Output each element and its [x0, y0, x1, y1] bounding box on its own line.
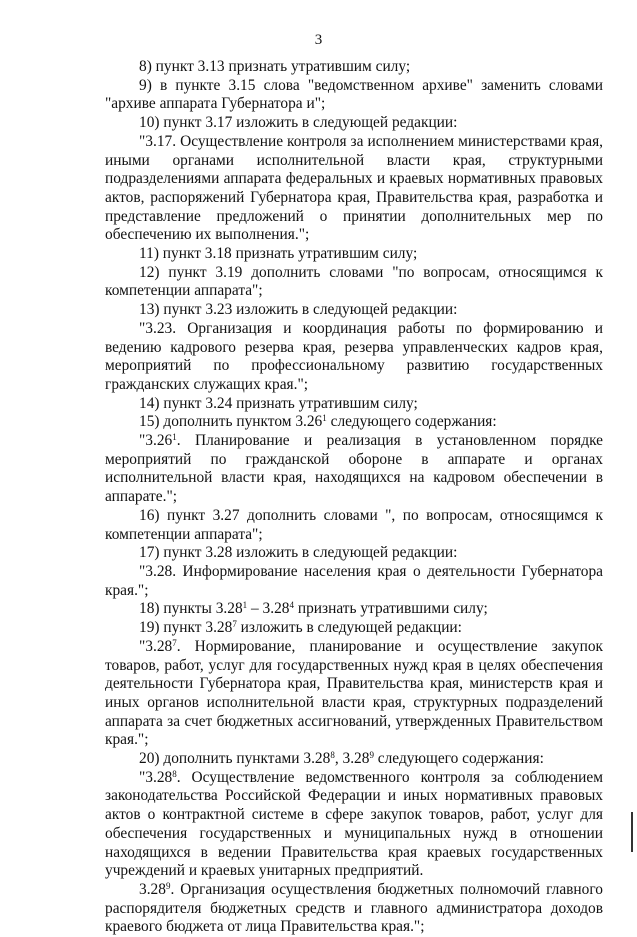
text-run: "3.28. Информирование населения края о деятельности Губернатора края."; — [105, 562, 603, 599]
paragraph — [105, 619, 603, 638]
superscript: 9 — [369, 750, 374, 761]
paragraph — [105, 507, 603, 544]
text-run: 12) пункт 3.19 дополнить словами "по вопросам, относящимся к компетенции аппарата"; — [105, 263, 603, 300]
text-run: . Нормирование, планирование и осуществление закупок товаров, работ, услуг для государственных нужд края в целях обеспечения деятельности Губернатора края, Правительства края, министерств края и иных органов исполнительной власти края, структурных подразделений аппарата за счет бюджетных ассигнований, утвержденных Правительством края."; — [105, 637, 603, 749]
paragraph — [105, 133, 603, 245]
text-run: 10) пункт 3.17 изложить в следующей редакции: — [139, 114, 458, 132]
superscript: 7 — [232, 619, 237, 630]
paragraph — [105, 301, 603, 320]
text-run: "3.23. Организация и координация работы по формированию и ведению кадрового резерва края, резерва управленческих кадров края, мероприятий по профессиональному развитию государственных гражданских служащих края."; — [105, 319, 603, 393]
paragraph — [105, 395, 603, 414]
text-run: 13) пункт 3.23 изложить в следующей редакции: — [139, 301, 458, 319]
superscript: 8 — [172, 768, 177, 779]
text-run: следующего содержания: — [373, 750, 544, 768]
text-run: изложить в следующей редакции: — [236, 619, 462, 637]
superscript: 1 — [172, 432, 177, 443]
text-run: "3.28 — [139, 768, 173, 786]
paragraph — [105, 432, 603, 507]
paragraph — [105, 114, 603, 133]
superscript: 4 — [289, 600, 294, 611]
paragraph — [105, 750, 603, 769]
text-run: . Организация осуществления бюджетных полномочий главного распорядителя бюджетных средств и главного администратора доходов краевого бюджета от лица Правительства края."; — [105, 880, 603, 936]
text-run: , 3.28 — [334, 750, 370, 768]
superscript: 9 — [165, 880, 171, 891]
text-run: 8) пункт 3.13 признать утратившим силу; — [139, 58, 411, 75]
document-body — [105, 58, 603, 937]
text-run: 3.28 — [139, 880, 166, 898]
text-run: 17) пункт 3.28 изложить в следующей редакции: — [139, 544, 458, 562]
page-number: 3 — [314, 32, 323, 48]
text-run: 19) пункт 3.28 — [139, 619, 233, 637]
paragraph — [105, 58, 603, 77]
text-run: 14) пункт 3.24 признать утратившим силу; — [139, 394, 418, 412]
text-run: 15) дополнить пунктом 3.26 — [139, 413, 323, 431]
paragraph — [105, 600, 603, 619]
text-run: 11) пункт 3.18 признать утратившим силу; — [139, 245, 418, 263]
text-run: 9) в пункте 3.15 слова "ведомственном архиве" заменить словами "архиве аппарата Губернатора и"; — [105, 76, 603, 113]
text-run: 18) пункты 3.28 — [139, 600, 243, 618]
paragraph — [105, 320, 603, 395]
text-run: . Планирование и реализация в установленном порядке мероприятий по гражданской обороне в аппарате и органах исполнительной власти края, находящихся на кадровом обеспечении в аппарате."; — [105, 432, 603, 506]
text-run: следующего содержания: — [326, 413, 497, 431]
text-run: "3.17. Осуществление контроля за исполнением министерствами края, иными органами исполнительной власти края, структурными подразделениями аппарата федеральных и краевых нормативных правовых актов, распоряжений Губернатора края, Правительства края, разработка и представление предложений о принятии дополнительных мер по обеспечению их выполнения."; — [105, 132, 603, 244]
text-run: 16) пункт 3.27 дополнить словами ", по вопросам, относящимся к компетенции аппарата"; — [105, 506, 603, 543]
superscript: 8 — [330, 750, 335, 761]
paragraph — [105, 264, 603, 301]
scan-edge-mark — [631, 812, 633, 852]
text-run: 20) дополнить пунктами 3.28 — [139, 750, 331, 768]
text-run: признать утратившими силу; — [293, 600, 488, 618]
paragraph — [105, 245, 603, 264]
superscript: 7 — [172, 637, 177, 648]
paragraph — [105, 77, 603, 114]
paragraph — [105, 544, 603, 563]
superscript: 1 — [242, 600, 248, 611]
paragraph — [105, 881, 603, 937]
paragraph — [105, 769, 603, 881]
text-run: . Осуществление ведомственного контроля за соблюдением законодательства Российской Федерации и иных нормативных правовых актов о контрактной системе в сфере закупок товаров, работ, услуг для обеспечения государственных и муниципальных нужд в отношении находящихся в ведении Правительства края краевых государственных учреждений и краевых унитарных предприятий. — [105, 768, 603, 880]
superscript: 1 — [322, 413, 327, 424]
paragraph — [105, 563, 603, 600]
text-run: – 3.28 — [247, 600, 290, 618]
paragraph — [105, 638, 603, 750]
paragraph — [105, 413, 603, 432]
text-run: "3.28 — [139, 637, 173, 655]
text-run: "3.26 — [139, 432, 173, 450]
